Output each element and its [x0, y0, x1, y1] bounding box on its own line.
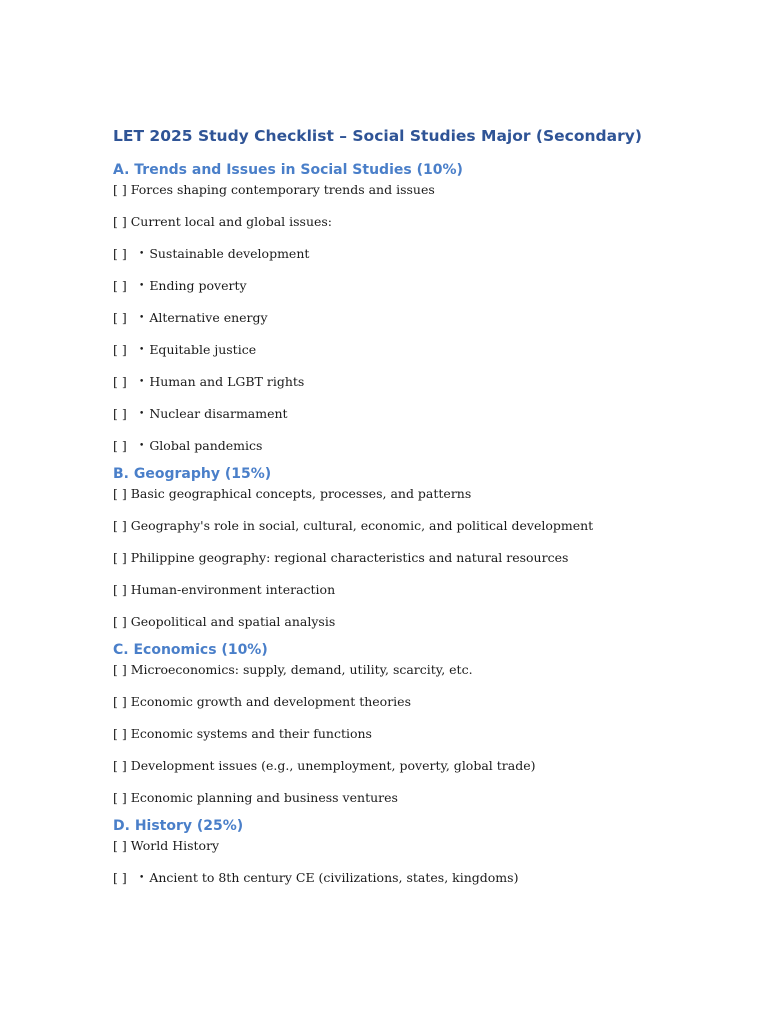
checkbox-marker[interactable]: [ ] — [113, 838, 127, 853]
checklist-item-text: Alternative energy — [149, 310, 268, 325]
checkbox-marker[interactable]: [ ] — [113, 518, 127, 533]
checklist-item-text: Sustainable development — [149, 246, 310, 261]
bullet-icon: • — [139, 281, 145, 291]
checklist-item — [113, 580, 733, 612]
checkbox-marker[interactable]: [ ] — [113, 374, 127, 389]
checklist-item-text: Economic systems and their functions — [130, 726, 372, 741]
bullet-icon: • — [139, 313, 145, 323]
checklist-item-text: Geopolitical and spatial analysis — [130, 614, 336, 629]
checkbox-marker[interactable]: [ ] — [113, 246, 127, 261]
checklist-item-text: Ending poverty — [149, 278, 247, 293]
checklist-item-text: Microeconomics: supply, demand, utility, scarcity, etc. — [130, 662, 473, 677]
bullet-icon: • — [139, 249, 145, 259]
checklist-item — [113, 692, 733, 724]
checklist-item-text: Economic growth and development theories — [130, 694, 411, 709]
checklist-item-text: Human and LGBT rights — [149, 374, 305, 389]
checklist-subitem — [113, 404, 733, 436]
checklist-item-text: Geography's role in social, cultural, economic, and political development — [130, 518, 594, 533]
checklist-item — [113, 516, 733, 548]
checklist-subitem — [113, 276, 733, 308]
section-heading: B. Geography (15%) — [113, 466, 272, 482]
checkbox-marker[interactable]: [ ] — [113, 310, 127, 325]
checklist-subitem — [113, 244, 733, 276]
checkbox-marker[interactable]: [ ] — [113, 342, 127, 357]
checklist-item — [113, 484, 733, 516]
checklist-item-text: Forces shaping contemporary trends and issues — [130, 182, 435, 197]
checklist-item-text: Current local and global issues: — [130, 214, 333, 229]
checkbox-marker[interactable]: [ ] — [113, 870, 127, 885]
checkbox-marker[interactable]: [ ] — [113, 486, 127, 501]
bullet-icon: • — [139, 441, 145, 451]
checkbox-marker[interactable]: [ ] — [113, 406, 127, 421]
checklist-item — [113, 660, 733, 692]
checklist-item — [113, 180, 733, 212]
checklist-item-text: Development issues (e.g., unemployment, poverty, global trade) — [130, 758, 536, 773]
checklist-item — [113, 756, 733, 788]
checklist-subitem — [113, 436, 733, 456]
checklist-item — [113, 724, 733, 756]
checklist-item — [113, 212, 733, 244]
checklist-item — [113, 836, 733, 868]
checkbox-marker[interactable]: [ ] — [113, 662, 127, 677]
section-heading: A. Trends and Issues in Social Studies (10%) — [113, 162, 463, 178]
checkbox-marker[interactable]: [ ] — [113, 790, 127, 805]
checkbox-marker[interactable]: [ ] — [113, 694, 127, 709]
checklist-item-text: Philippine geography: regional characteristics and natural resources — [130, 550, 569, 565]
section-heading: D. History (25%) — [113, 818, 244, 834]
document-title: LET 2025 Study Checklist – Social Studies Major (Secondary) — [113, 127, 642, 145]
checklist-item-text: Ancient to 8th century CE (civilizations, states, kingdoms) — [149, 870, 519, 885]
checklist-section — [113, 464, 733, 632]
checkbox-marker[interactable]: [ ] — [113, 582, 127, 597]
checklist-item-text: Nuclear disarmament — [149, 406, 288, 421]
bullet-icon: • — [139, 873, 145, 883]
checklist-section — [113, 816, 733, 888]
checklist-item-text: Human-environment interaction — [130, 582, 336, 597]
checkbox-marker[interactable]: [ ] — [113, 726, 127, 741]
bullet-icon: • — [139, 345, 145, 355]
checkbox-marker[interactable]: [ ] — [113, 438, 127, 453]
checklist-subitem — [113, 868, 733, 888]
bullet-icon: • — [139, 377, 145, 387]
checkbox-marker[interactable]: [ ] — [113, 758, 127, 773]
checklist-section — [113, 640, 733, 808]
checkbox-marker[interactable]: [ ] — [113, 214, 127, 229]
checklist-section — [113, 160, 733, 456]
checklist-item-text: World History — [130, 838, 220, 853]
checklist-subitem — [113, 308, 733, 340]
checklist-item-text: Global pandemics — [149, 438, 263, 453]
checklist-item — [113, 788, 733, 808]
checkbox-marker[interactable]: [ ] — [113, 550, 127, 565]
bullet-icon: • — [139, 409, 145, 419]
checkbox-marker[interactable]: [ ] — [113, 614, 127, 629]
checklist-subitem — [113, 340, 733, 372]
document-content — [113, 124, 733, 896]
checklist-item-text: Economic planning and business ventures — [130, 790, 398, 805]
checklist-item — [113, 548, 733, 580]
section-heading: C. Economics (10%) — [113, 642, 268, 658]
checkbox-marker[interactable]: [ ] — [113, 278, 127, 293]
checklist-item-text: Equitable justice — [149, 342, 257, 357]
checkbox-marker[interactable]: [ ] — [113, 182, 127, 197]
checklist-subitem — [113, 372, 733, 404]
sections-container — [113, 160, 733, 888]
checklist-item-text: Basic geographical concepts, processes, and patterns — [130, 486, 472, 501]
checklist-item — [113, 612, 733, 632]
